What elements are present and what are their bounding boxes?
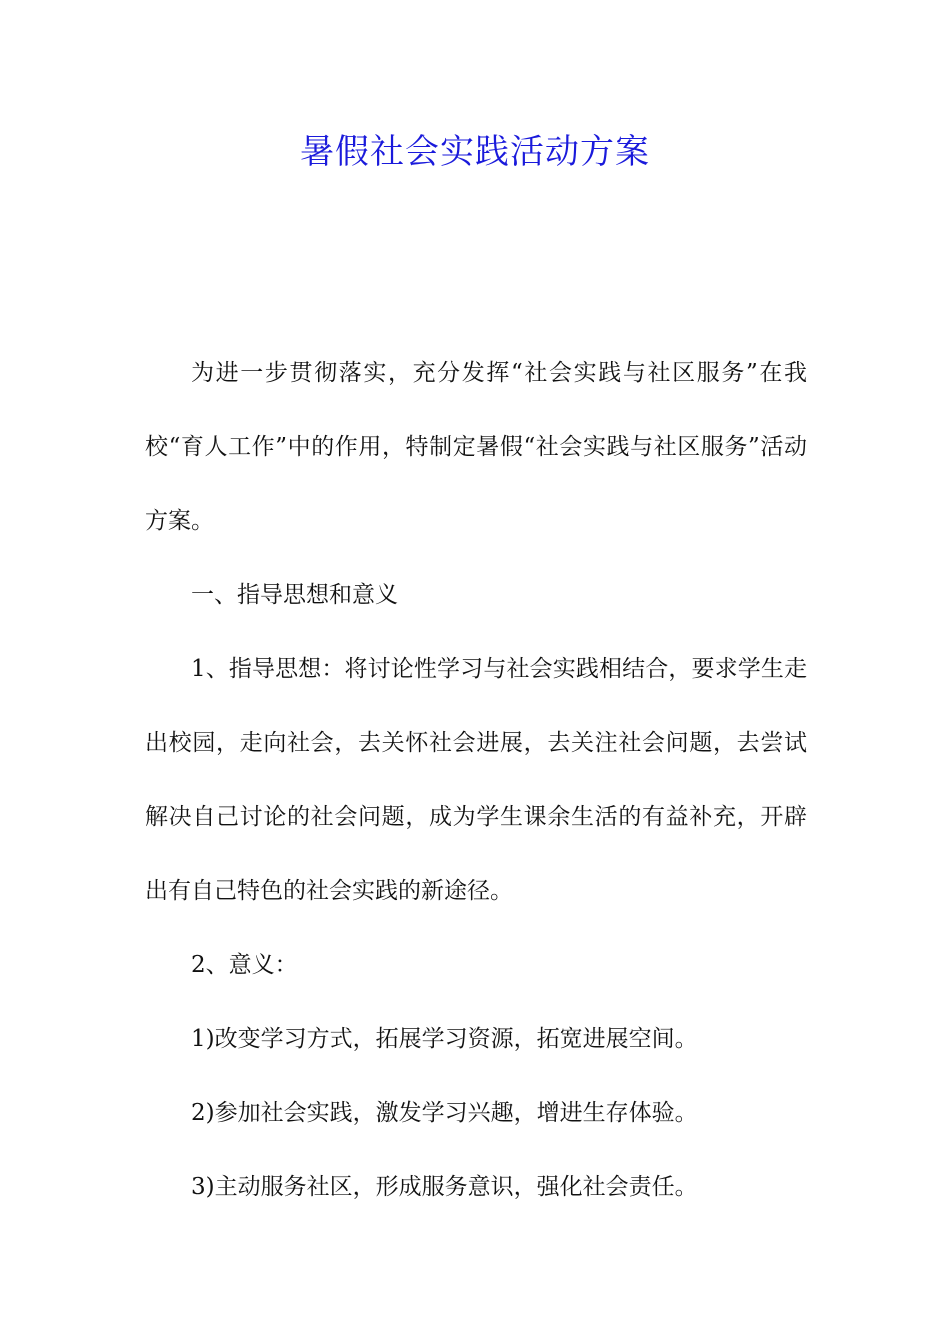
document-title: 暑假社会实践活动方案 <box>300 132 650 172</box>
significance-item-3: 3)主动服务社区，形成服务意识，强化社会责任。 <box>191 1174 698 1200</box>
significance-item-1: 1)改变学习方式，拓展学习资源，拓宽进展空间。 <box>191 1026 698 1052</box>
significance-item-2: 2)参加社会实践，激发学习兴趣，增进生存体验。 <box>191 1100 698 1126</box>
significance-heading: 2、意义： <box>191 952 298 978</box>
guiding-ideology-paragraph: 1、指导思想：将讨论性学习与社会实践相结合，要求学生走出校园，走向社会，去关怀社会进展，去关注社会问题，去尝试解决自己讨论的社会问题，成为学生课余生活的有益补充，开辟出有自己特色的社会实践的新途径。 <box>145 656 807 904</box>
section-heading-guiding-ideology: 一、指导思想和意义 <box>191 582 398 608</box>
intro-paragraph: 为进一步贯彻落实，充分发挥“社会实践与社区服务”在我校“育人工作”中的作用，特制定暑假“社会实践与社区服务”活动方案。 <box>145 360 807 534</box>
document-body <box>145 336 807 1224</box>
